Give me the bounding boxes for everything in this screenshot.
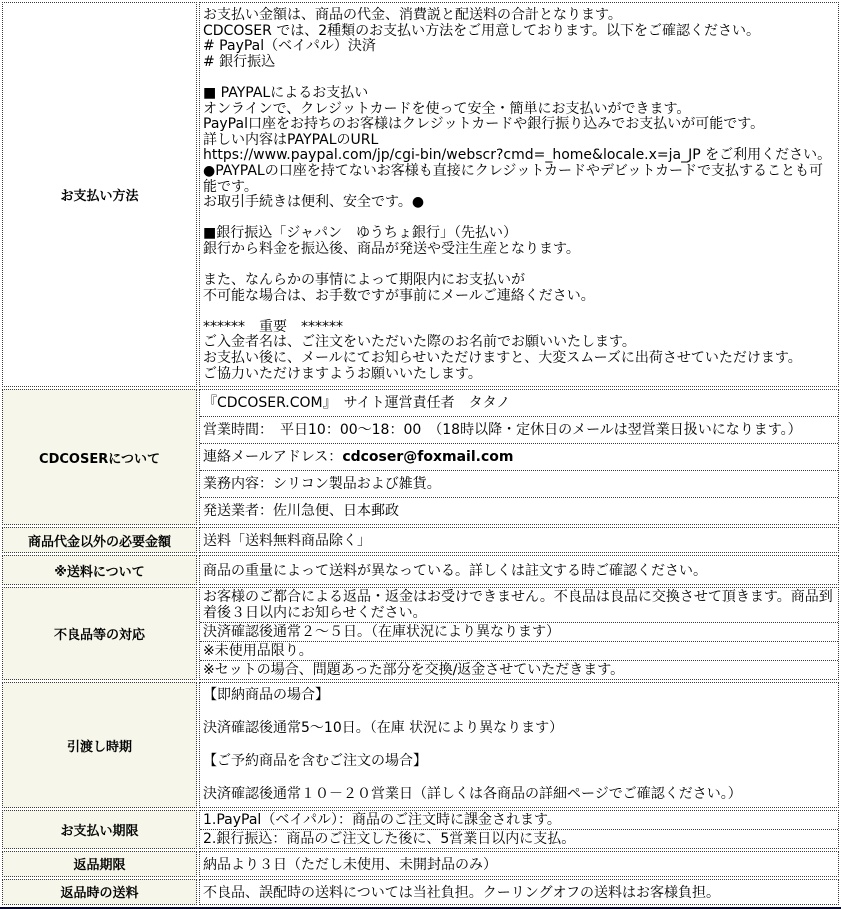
delivery-time-text-line xyxy=(203,704,835,721)
row-label-delivery-time: 引渡し時期 xyxy=(2,682,197,808)
row-shipping-note xyxy=(2,555,839,585)
payment-method-text-line: 銀行から料金を振込後、商品が発送や受注生産となります。 xyxy=(203,240,580,257)
business-content-line: 業務内容：シリコン製品および雑貨。 xyxy=(200,470,838,497)
row-label-defective-items: 不良品等の対応 xyxy=(2,587,197,680)
payment-method-text-line: https://www.paypal.com/jp/cgi-bin/webscr?cmd=_home&locale.x=ja_JP をご利用ください。 xyxy=(203,147,832,164)
payment-method-text-line xyxy=(203,304,835,320)
delivery-time-text-line: 決済確認後通常5～10日。（在庫 状況により異なります） xyxy=(203,720,564,737)
payment-method-text-line: 不可能な場合は、お手数ですが事前にメールご連絡ください。 xyxy=(203,287,595,304)
defective-policy-item: お客様のご都合による返品・返金はお受けできません。不良品は良品に交換させて頂きます。商品到着後３日以内にお知らせください。 xyxy=(203,589,833,622)
payment-deadline-item: 1.PayPal（ベイパル）：商品のご注文時に課金されます。 xyxy=(203,811,561,828)
row-return-deadline xyxy=(2,851,839,877)
row-label-return-deadline: 返品期限 xyxy=(2,851,197,877)
payment-method-text-line: お支払い金額は、商品の代金、消費説と配送料の合計となります。 xyxy=(203,7,622,23)
payment-method-text-line: オンラインで、クレジットカードを使って安全・簡単にお支払いができます。 xyxy=(203,100,691,117)
payment-method-text-line: お支払い後に、メールにてお知らせいただけますと、大変スムーズに出荷させていただけます。 xyxy=(203,350,802,367)
row-about-cdcoser xyxy=(2,389,839,525)
payment-method-text-line xyxy=(203,70,835,86)
payment-method-text-line: お取引手続きは便利、安全です。● xyxy=(203,194,425,211)
delivery-time-text-line xyxy=(203,770,835,787)
delivery-time-text-line: 【ご予約商品を含むご注文の場合】 xyxy=(203,753,427,770)
row-return-shipping-cost xyxy=(2,879,839,905)
delivery-time-text-line: 【即納商品の場合】 xyxy=(203,687,329,704)
payment-method-text-line: ●PAYPALの口座を持てないお客様も直接にクレジットカードやデビットカードで支払することも可能です。 xyxy=(203,162,823,195)
row-label-shipping-note: ※送料について xyxy=(2,555,197,585)
payment-method-text-line: # PayPal（ベイパル）決済 xyxy=(203,38,376,55)
payment-method-text-line: # 銀行振込 xyxy=(203,53,276,70)
row-label-return-shipping-cost: 返品時の送料 xyxy=(2,879,197,905)
payment-method-text-line: PayPal口座をお持ちのお客様はクレジットカードや銀行振り込みでお支払いが可能です。 xyxy=(203,116,765,133)
row-defective-items xyxy=(2,587,839,680)
row-label-about-cdcoser: CDCOSERについて xyxy=(2,389,197,525)
contact-email-line xyxy=(200,443,838,470)
row-label-payment-deadline: お支払い期限 xyxy=(2,810,197,849)
payment-deadline-content xyxy=(199,810,839,849)
payment-method-text-line: ■銀行振込「ジャパン ゆうちょ銀行」（先払い） xyxy=(203,225,517,242)
extra-fees-content: 送料「送料無料商品除く」 xyxy=(199,527,839,553)
shipping-note-content: 商品の重量によって送料が異なっている。詳しくは註文する時ご確認ください。 xyxy=(199,555,839,585)
contact-email-label: 連絡メールアドレス： xyxy=(203,449,343,466)
payment-method-text-line: また、なんらかの事情によって期限内にお支払いが xyxy=(203,272,525,289)
defective-items-content xyxy=(199,587,839,680)
row-delivery-time xyxy=(2,682,839,808)
shipping-carrier-line: 発送業者：佐川急便、日本郵政 xyxy=(200,497,838,524)
business-hours-line: 営業時間： 平日10：00～18：00 （18時以降・定休日のメールは翌営業日扱いになります。） xyxy=(200,416,838,443)
payment-method-text-line: ご入金者名は、ご注文をいただいた際のお名前でお願いいたします。 xyxy=(203,334,636,351)
row-label-payment-method: お支払い方法 xyxy=(2,2,197,387)
defective-policy-item: ※未使用品限り。 xyxy=(200,641,838,660)
payment-method-text-line: ****** 重要 ****** xyxy=(203,318,343,335)
delivery-time-text-line xyxy=(203,737,835,754)
defective-policy-item: 決済確認後通常２～５日。（在庫状況により異なります） xyxy=(200,622,838,641)
defective-policy-item: ※セットの場合、問題あった部分を交換/返金させていただきます。 xyxy=(200,660,838,679)
payment-method-text-line: CDCOSER では、2種類のお支払い方法をご用意しております。以下をご確認ください。 xyxy=(203,22,761,39)
row-label-extra-fees: 商品代金以外の必要金額 xyxy=(2,527,197,553)
about-cdcoser-content xyxy=(199,389,839,525)
return-shipping-cost-content: 不良品、誤配時の送料については当社負担。クーリングオフの送料はお客様負担。 xyxy=(199,879,839,905)
payment-method-text-line: ご協力いただけますようお願いいたします。 xyxy=(203,365,482,382)
site-operator-line: 『CDCOSER.COM』 サイト運営責任者 タタノ xyxy=(203,395,511,412)
row-payment-method xyxy=(2,2,839,387)
row-payment-deadline xyxy=(2,810,839,849)
delivery-time-content xyxy=(199,682,839,808)
row-extra-fees xyxy=(2,527,839,553)
payment-method-text-line xyxy=(203,258,835,274)
payment-method-text-line: ■ PAYPALによるお支払い xyxy=(203,84,369,101)
payment-method-text-line: 詳しい内容はPAYPALのURL xyxy=(203,131,379,148)
payment-method-text-line xyxy=(203,211,835,227)
delivery-time-text-line: 決済確認後通常１０－２０営業日（詳しくは各商品の詳細ページでご確認ください。） xyxy=(203,786,742,803)
payment-deadline-item: 2.銀行振込：商品のご注文した後に、5営業日以内に支払。 xyxy=(200,829,838,848)
contact-email-value: cdcoser@foxmail.com xyxy=(342,449,514,466)
return-deadline-content: 納品より３日（ただし未使用、未開封品のみ） xyxy=(199,851,839,877)
payment-method-content xyxy=(199,2,839,387)
